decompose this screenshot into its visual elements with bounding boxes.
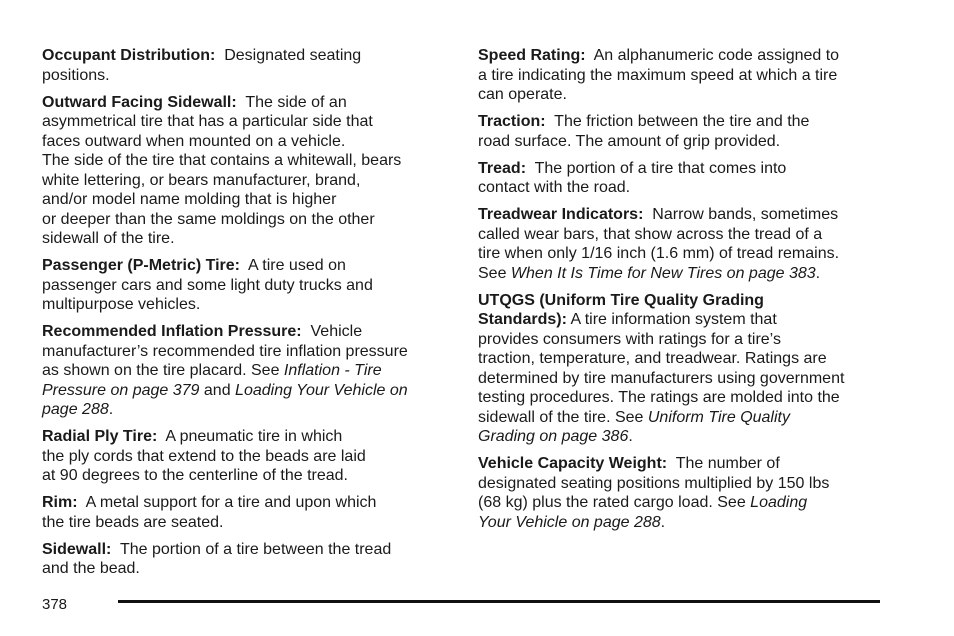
- definition-text: A metal support for a tire and upon which: [85, 494, 377, 511]
- definition-text: Vehicle: [310, 323, 363, 340]
- entry-line: [478, 513, 888, 533]
- definition-text: multipurpose vehicles.: [42, 296, 201, 313]
- definition-text: the tire beads are seated.: [42, 513, 224, 531]
- definition-text: The number of: [675, 455, 780, 472]
- definition-text: Narrow bands, sometimes: [652, 206, 839, 223]
- glossary-term: Treadwear Indicators:: [478, 206, 644, 223]
- definition-text: The side of an: [245, 93, 347, 111]
- definition-text: and/or model name molding that is higher: [42, 191, 337, 208]
- page-reference-link[interactable]: When It Is Time for New Tires on page 383: [510, 264, 816, 282]
- definition-text: determined by tire manufacturers using government: [478, 369, 845, 387]
- entry-line: [42, 361, 450, 381]
- entry-line: [478, 264, 888, 284]
- definition-text: .: [108, 401, 114, 418]
- page-reference-link[interactable]: Grading on page 386: [478, 428, 629, 445]
- definition-text: and: [199, 381, 236, 399]
- glossary-term: Occupant Distribution:: [42, 47, 216, 64]
- definition-text: A tire information system that: [570, 311, 777, 328]
- definition-text: can operate.: [478, 86, 567, 103]
- page-reference-link[interactable]: Inflation - Tire: [283, 362, 382, 379]
- glossary-entry-vehicle-capacity-weight: [478, 454, 888, 532]
- entry-line: [42, 540, 450, 560]
- entry-line: [42, 427, 450, 447]
- entry-line: [478, 454, 888, 474]
- definition-text: as shown on the tire placard. See: [42, 362, 284, 379]
- definition-text: The portion of a tire between the tread: [119, 540, 392, 558]
- glossary-term: Outward Facing Sidewall:: [42, 93, 237, 111]
- definition-text: The friction between the tire and the: [554, 113, 810, 130]
- definition-text: The portion of a tire that comes into: [534, 159, 787, 177]
- glossary-entry-occupant-distribution: [42, 46, 450, 85]
- entry-line: [42, 322, 450, 342]
- definition-text: The side of the tire that contains a whitewall, bears: [42, 152, 402, 169]
- definition-text: called wear bars, that show across the tread of a: [478, 225, 823, 243]
- glossary-term: Rim:: [42, 494, 78, 511]
- glossary-entry-recommended-inflation-pressure: [42, 322, 450, 420]
- page-reference-link[interactable]: Loading Your Vehicle on: [235, 381, 408, 399]
- definition-text: white lettering, or bears manufacturer, brand,: [42, 171, 361, 189]
- definition-text: positions.: [42, 66, 110, 84]
- definition-text: at 90 degrees to the centerline of the tread.: [42, 467, 348, 484]
- definition-text: traction, temperature, and treadwear. Ratings are: [478, 350, 827, 367]
- definition-text: See: [478, 264, 511, 282]
- glossary-entry-radial-ply-tire: [42, 427, 450, 486]
- glossary-entry-treadwear-indicators: [478, 205, 888, 283]
- definition-text: testing procedures. The ratings are molded into the: [478, 389, 840, 406]
- entry-line: [42, 46, 450, 66]
- page-reference-link[interactable]: Uniform Tire Quality: [647, 408, 790, 426]
- definition-text: designated seating positions multiplied by 150 lbs: [478, 474, 830, 492]
- page-reference-link[interactable]: Your Vehicle on page 288: [478, 513, 661, 531]
- definition-text: road surface. The amount of grip provided.: [478, 132, 781, 150]
- right-column: [478, 46, 888, 540]
- definition-text: manufacturer’s recommended tire inflation pressure: [42, 342, 408, 360]
- definition-text: the ply cords that extend to the beads are laid: [42, 447, 366, 465]
- entry-line: [478, 159, 888, 179]
- glossary-entry-utqgs: [478, 291, 888, 447]
- definition-text: contact with the road.: [478, 179, 631, 196]
- definition-text: and the bead.: [42, 560, 140, 577]
- glossary-term: Standards):: [478, 311, 567, 328]
- glossary-term: Sidewall:: [42, 540, 112, 558]
- entry-line: [478, 46, 888, 66]
- footer-divider: [118, 600, 880, 603]
- glossary-term: Radial Ply Tire:: [42, 428, 158, 445]
- entry-line: [478, 310, 888, 330]
- entry-line: [42, 93, 450, 113]
- entry-line: [478, 112, 888, 132]
- entry-line: [478, 205, 888, 225]
- glossary-term: Speed Rating:: [478, 47, 586, 64]
- entry-line: [478, 427, 888, 447]
- definition-text: passenger cars and some light duty trucks and: [42, 276, 373, 294]
- definition-text: tire when only 1/16 inch (1.6 mm) of tread remains.: [478, 245, 840, 262]
- glossary-entry-sidewall: [42, 540, 450, 579]
- entry-line: [42, 493, 450, 513]
- definition-text: or deeper than the same moldings on the other: [42, 210, 375, 228]
- glossary-term: Recommended Inflation Pressure:: [42, 323, 302, 340]
- definition-text: asymmetrical tire that has a particular side that: [42, 113, 373, 130]
- definition-text: .: [815, 264, 821, 282]
- glossary-entry-speed-rating: [478, 46, 888, 105]
- glossary-term: Tread:: [478, 159, 527, 177]
- entry-line: [42, 381, 450, 401]
- glossary-term: Passenger (P-Metric) Tire:: [42, 257, 240, 274]
- entry-line: [478, 408, 888, 428]
- glossary-entry-traction: [478, 112, 888, 151]
- glossary-entry-passenger-tire: [42, 256, 450, 315]
- definition-text: (68 kg) plus the rated cargo load. See: [478, 494, 751, 511]
- definition-text: .: [628, 428, 633, 445]
- definition-text: Designated seating: [224, 47, 362, 64]
- definition-text: sidewall of the tire.: [42, 230, 175, 247]
- definition-text: A tire used on: [248, 257, 346, 274]
- entry-line: [478, 493, 888, 513]
- glossary-entry-outward-facing-sidewall: [42, 93, 450, 249]
- page-reference-link[interactable]: page 288: [42, 401, 109, 418]
- definition-text: A pneumatic tire in which: [165, 428, 343, 445]
- glossary-entry-tread: [478, 159, 888, 198]
- entry-line: [42, 400, 450, 420]
- definition-text: faces outward when mounted on a vehicle.: [42, 132, 346, 150]
- definition-text: An alphanumeric code assigned to: [593, 47, 840, 64]
- page-reference-link[interactable]: Pressure on page 379: [42, 381, 200, 399]
- glossary-entry-rim: [42, 493, 450, 532]
- definition-text: sidewall of the tire. See: [478, 408, 648, 426]
- page-number: 378: [42, 596, 68, 613]
- left-column: [42, 46, 450, 586]
- definition-text: a tire indicating the maximum speed at which a tire: [478, 66, 838, 84]
- glossary-term: Traction:: [478, 113, 546, 130]
- glossary-term: Vehicle Capacity Weight:: [478, 455, 668, 472]
- definition-text: .: [660, 513, 666, 531]
- page-reference-link[interactable]: Loading: [750, 494, 808, 511]
- entry-line: [42, 256, 450, 276]
- glossary-term: UTQGS (Uniform Tire Quality Grading: [478, 291, 764, 309]
- definition-text: provides consumers with ratings for a tire’s: [478, 330, 781, 348]
